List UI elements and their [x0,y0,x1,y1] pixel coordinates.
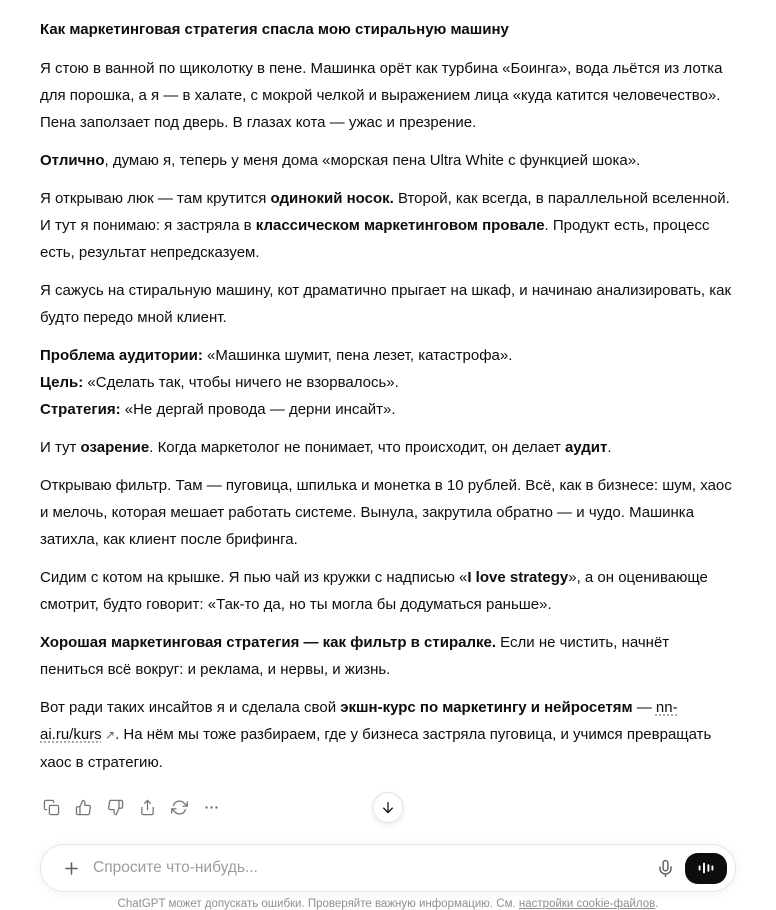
message-title: Как маркетинговая стратегия спасла мою стиральную машину [40,21,509,38]
composer [40,844,736,892]
bold-text-run: озарение [80,439,150,456]
footer-text: ChatGPT может допускать ошибки. Проверяйте важную информацию. См. [117,898,519,910]
message-paragraph [40,185,736,266]
text-run: «Машинка шумит, пена лезет, катастрофа». [202,347,513,364]
bold-text-run: экшн-курс по маркетингу и нейросетям [340,699,633,716]
text-run: Вот ради таких инсайтов я и сделала свой [40,699,341,716]
text-run: Я открываю люк — там крутится [40,190,271,207]
share-button[interactable] [132,792,162,822]
text-run: », а он оценивающе смотрит, будто говорит: «Так-то да, но ты могла бы додуматься раньше». [40,569,708,613]
bold-text-run: I love strategy [467,569,569,586]
bold-text-run: классическом маркетинговом провале [255,217,545,234]
message-paragraph [40,55,736,136]
thumbs-down-button[interactable] [100,792,130,822]
share-icon [139,799,156,816]
message-body [40,55,736,814]
text-run: — [632,699,656,716]
microphone-icon [656,859,675,878]
text-run: И тут [40,439,81,456]
more-options-icon [203,799,220,816]
text-run: , думаю я, теперь у меня дома «морская пена Ultra White с функцией шока». [104,152,641,169]
text-run: Открываю фильтр. Там — пуговица, шпилька и монетка в 10 рублей. Всё, как в бизнесе: шум, хаос и мелочь, которая мешает работать системе. Вынула, закрутила обратно — и чудо. Машинка затихла, как клиент после брифинга. [40,477,732,548]
bold-text-run: Проблема аудитории: [40,347,203,364]
inline-link[interactable]: nn-ai.ru/kurs [40,699,678,743]
text-run: Второй, как всегда, в параллельной вселенной. И тут я понимаю: я застряла в [40,190,730,234]
message-paragraph [40,472,736,553]
text-run: «Не дергай провода — дерни инсайт». [120,401,396,418]
thumbs-up-button[interactable] [68,792,98,822]
regenerate-icon [171,799,188,816]
message-action-bar [36,792,226,822]
plus-icon [62,859,81,878]
bold-text-run: Хорошая маркетинговая стратегия — как фильтр в стиралке. [40,634,497,651]
message-paragraph [40,342,736,423]
thumbs-down-icon [107,799,124,816]
message-paragraph [40,147,736,174]
footer-suffix: . [655,898,659,910]
bold-text-run: Цель: [40,374,84,391]
text-run: Сидим с котом на крышке. Я пью чай из кружки с надписью « [40,569,468,586]
message-paragraph [40,629,736,683]
voice-waveform-icon [696,860,716,876]
text-run: . На нём мы тоже разбираем, где у бизнеса застряла пуговица, и учимся превращать хаос в стратегию. [40,726,712,771]
text-run: Я стою в ванной по щиколотку в пене. Машинка орёт как турбина «Боинга», вода льётся из лотка для порошка, а я — в халате, с мокрой челкой и выражением лица «куда катится человечество». Пена заползает под дверь. В глазах кота — ужас и презрение. [40,60,723,131]
message-paragraph [40,564,736,618]
bold-text-run: аудит [564,439,608,456]
text-run: «Сделать так, чтобы ничего не взорвалось». [83,374,399,391]
chat-input[interactable] [93,859,649,877]
copy-icon [43,799,60,816]
external-link-icon: ↗ [101,728,116,742]
thumbs-up-icon [75,799,92,816]
mic-button[interactable] [649,852,681,884]
message-paragraph [40,694,736,776]
text-run: . Продукт есть, процесс есть, результат непредсказуем. [40,217,710,261]
attach-button[interactable] [55,852,87,884]
bold-text-run: Отлично [40,152,105,169]
more-options-button[interactable] [196,792,226,822]
footer-disclaimer [0,898,776,910]
text-run: Если не чистить, начнёт пениться всё вокруг: и реклама, и нервы, и жизнь. [40,634,670,678]
bold-text-run: одинокий носок. [270,190,394,207]
copy-button[interactable] [36,792,66,822]
text-run: . Когда маркетолог не понимает, что происходит, он делает [149,439,565,456]
bold-text-run: Стратегия: [40,401,121,418]
scroll-to-bottom-button[interactable] [373,792,404,823]
voice-mode-button[interactable] [685,853,727,884]
cookie-settings-link[interactable]: настройки cookie-файлов [518,898,656,910]
text-run: . [607,439,612,456]
message-paragraph [40,434,736,461]
text-run: Я сажусь на стиральную машину, кот драматично прыгает на шкаф, и начинаю анализировать, как будто передо мной клиент. [40,282,732,326]
arrow-down-icon [381,800,396,815]
regenerate-button[interactable] [164,792,194,822]
message-paragraph [40,277,736,331]
